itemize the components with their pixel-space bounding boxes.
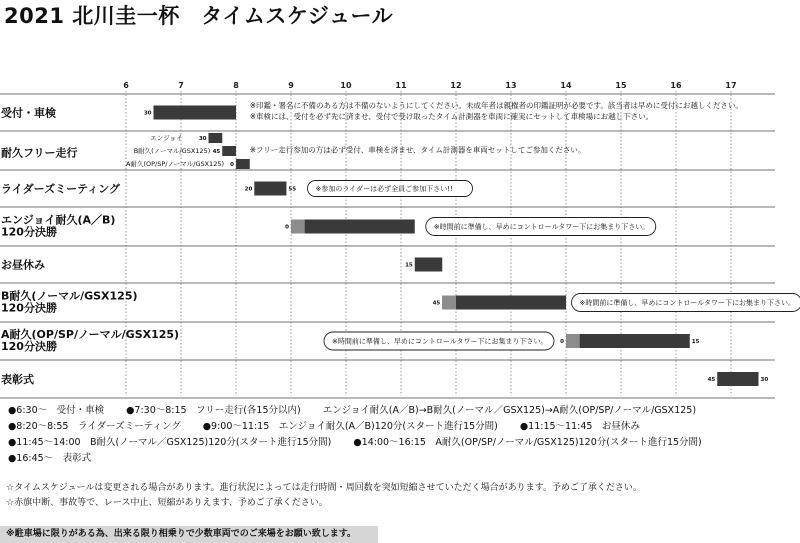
row-label: お昼休み [1,258,45,272]
legend-row [8,435,724,451]
parking-notice: ※駐車場に限りがある為、出来る限り相乗りで少数車両でのご来場をお願い致します。 [0,526,378,543]
row-label: エンジョイ耐久(A／B) [1,213,116,227]
schedule-bar [415,258,443,272]
legend-item: ●8:20〜8:55 ライダーズミーティング [8,421,181,432]
legend-row [8,403,724,419]
schedule-bar [566,334,690,348]
bar-start-minute: 0 [560,339,564,345]
schedule-bar [236,159,250,169]
reception-note: ※印鑑・署名に不備のある方は不備のないようにしてください。未成年者は親権者の印鑑証明が必要です。該当者は早めに受付にお越しください。 [249,101,743,110]
schedule-bar [209,133,223,143]
hour-label: 16 [670,81,682,90]
bar-start-minute: 45 [432,300,441,307]
schedule-bar [291,220,415,234]
hour-label: 10 [340,81,352,90]
bar-start-minute: 45 [707,377,716,383]
bar-start-minute: 20 [244,186,253,193]
start-prep-bar [566,334,580,348]
hour-label: 7 [178,81,184,90]
row-label: 受付・車検 [1,106,56,120]
row-label-line2: 120分決勝 [1,225,57,239]
legend-item: ●11:15〜11:45 お昼休み [519,421,640,432]
hour-label: 13 [505,81,517,90]
bar-start-minute: 30 [198,136,207,142]
time-legend [8,403,724,467]
meeting-callout-text: ※参加のライダーは必ず全員ご参加下さい!! [315,185,453,193]
hour-label: 17 [725,81,737,90]
bar-end-minute: 55 [288,186,297,193]
bar-end-minute: 15 [691,339,700,345]
bar-start-minute: 30 [143,110,152,117]
legend-item: ●9:00〜11:15 エンジョイ耐久(A／B)120分(スタート進行15分間) [202,421,498,432]
free-run-class-label: B耐久(ノーマル/GSX125) [133,147,211,155]
legend-item: エンジョイ耐久(A／B)→B耐久(ノーマル／GSX125)→A耐久(OP/SP/ノーマル/GSX125) [322,405,697,416]
schedule-bar [154,106,237,120]
hour-label: 14 [560,81,572,90]
hour-label: 12 [450,81,462,90]
legend-row [8,419,724,435]
free-run-note: ※フリー走行参加の方は必ず受付、車検を済ませ、タイム計測器を車両セットしてご参加ください。 [249,145,586,155]
legend-item: ●16:45〜 表彰式 [8,453,92,464]
row-label: A耐久(OP/SP/ノーマル/GSX125) [1,328,180,341]
prep-callout-text: ※時間前に準備し、早めにコントロールタワー下にお集まり下さい。 [433,223,650,231]
bar-start-minute: 0 [230,162,234,168]
hour-label: 8 [233,81,239,90]
row-dividers [0,94,775,398]
free-run-class-label: エンジョイ [150,134,183,142]
row-label: 表彰式 [1,373,34,386]
hour-label: 11 [395,81,407,90]
schedule-bar [222,146,236,156]
bar-start-minute: 15 [405,262,413,269]
footnote: ☆タイムスケジュールは変更される場合があります。進行状況によっては走行時間・周回数を突如短縮させていただく場合があります。予めご了承ください。 [6,483,642,493]
reception-note: ※車検には、受付を必ず先に済ませ、受付で受け取ったタイム計測器を車両に確実にセットして車検場にお越し下さい。 [249,112,654,121]
start-prep-bar [442,296,456,310]
schedule-bar [442,296,566,310]
free-run-class-label: A耐久(OP/SP/ノーマル/GSX125) [126,160,224,168]
row-label: B耐久(ノーマル/GSX125) [1,289,138,303]
hour-label: 9 [288,81,294,90]
bar-start-minute: 45 [212,149,221,155]
legend-row [8,451,724,467]
legend-item: ●6:30〜 受付・車検 [8,405,105,416]
schedule-bar [717,372,758,386]
row-label: ライダーズミーティング [1,182,121,196]
legend-item: ●14:00〜16:15 A耐久(OP/SP/ノーマル/GSX125)120分(スタート進行15分間) [353,437,702,448]
start-prep-bar [291,220,305,234]
hour-axis [123,81,736,90]
prep-callout-text: ※時間前に準備し、早めにコントロールタワー下にお集まり下さい。 [332,337,548,346]
legend-item: ●7:30〜8:15 フリー走行(各15分以内) [126,405,301,416]
footnotes [6,481,642,511]
row-label-line2: 120分決勝 [1,340,57,353]
prep-callout-text: ※時間前に準備し、早めにコントロールタワー下にお集まり下さい。 [579,299,795,307]
hour-label: 6 [123,81,129,90]
row-label-line2: 120分決勝 [1,301,57,315]
bar-end-minute: 30 [760,377,769,383]
legend-item: ●11:45〜14:00 B耐久(ノーマル／GSX125)120分(スタート進行15分間) [8,437,332,448]
row-label: 耐久フリー走行 [1,146,78,160]
schedule-bar [254,182,286,196]
hour-label: 15 [615,81,627,90]
footnote: ☆赤旗中断、事故等で、レース中止、短縮がありえます、予めご了承ください。 [6,498,328,508]
page-title: 2021 北川圭一杯 タイムスケジュール [4,4,394,28]
bar-start-minute: 0 [285,224,289,231]
